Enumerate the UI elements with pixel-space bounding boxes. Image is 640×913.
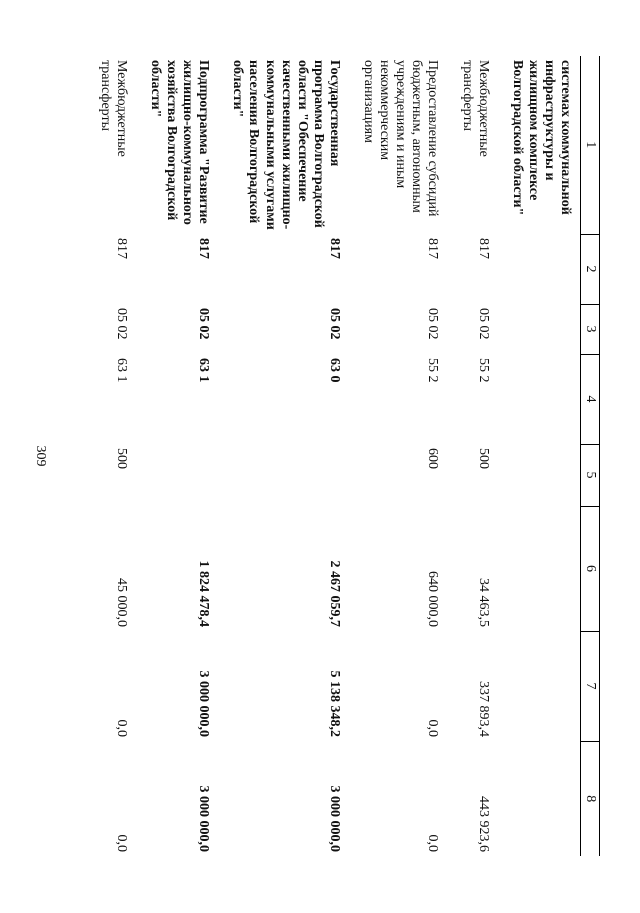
row-ministry-code: 817 xyxy=(113,238,129,259)
header-row xyxy=(581,56,600,856)
row-program-code: 63 1 xyxy=(113,358,129,383)
row-amount-col7: 0,0 xyxy=(425,719,441,737)
table-row xyxy=(89,56,139,856)
table-row xyxy=(352,56,450,856)
table-row xyxy=(221,56,352,856)
row-name: Межбюджетные трансферты xyxy=(97,60,129,157)
header-col-3: 3 xyxy=(581,304,600,354)
row-ministry-code: 817 xyxy=(475,238,491,259)
row-expense-type: 500 xyxy=(113,448,129,469)
row-amount-col6: 34 463,5 xyxy=(475,578,491,627)
row-name: Государственная программа Волгоградской области "Обеспечение качественными жилищно-коммунальными услугами населения Волгоградской области" xyxy=(230,60,342,230)
row-amount-col7: 337 893,4 xyxy=(475,681,491,737)
row-ministry-code: 817 xyxy=(326,238,342,259)
page-number: 309 xyxy=(33,445,48,467)
header-col-8: 8 xyxy=(581,741,600,856)
row-section-code: 05 02 xyxy=(196,308,212,340)
row-amount-col8: 0,0 xyxy=(113,834,129,852)
row-name: Предоставление субсидий бюджетным, автономным учреждениям и иным некоммерческим организациям xyxy=(361,60,441,217)
row-section-code: 05 02 xyxy=(113,308,129,340)
row-amount-col6: 640 000,0 xyxy=(425,571,441,627)
row-program-code: 63 0 xyxy=(326,358,342,383)
row-amount-col8: 3 000 000,0 xyxy=(326,785,342,852)
row-expense-type xyxy=(139,444,221,506)
row-amount-col7: 0,0 xyxy=(113,719,129,737)
header-col-5: 5 xyxy=(581,444,600,506)
row-expense-type xyxy=(501,444,581,506)
row-program-code xyxy=(501,354,581,444)
row-ministry-code: 817 xyxy=(196,238,212,259)
row-amount-col8: 443 923,6 xyxy=(475,796,491,852)
row-program-code: 55 2 xyxy=(475,358,491,383)
row-amount-col7 xyxy=(501,631,581,741)
row-name: системах коммунальной инфраструктуры и жилищном комплексе Волгоградской области" xyxy=(509,60,573,216)
row-amount-col6 xyxy=(501,506,581,631)
header-col-1: 1 xyxy=(581,56,600,234)
header-col-6: 6 xyxy=(581,506,600,631)
row-ministry-code: 817 xyxy=(425,238,441,259)
row-section-code xyxy=(501,304,581,354)
header-col-7: 7 xyxy=(581,631,600,741)
table-row xyxy=(139,56,221,856)
row-name: Межбюджетные трансферты xyxy=(459,60,491,157)
row-amount-col7: 3 000 000,0 xyxy=(196,670,212,737)
row-expense-type xyxy=(221,444,352,506)
row-amount-col8: 3 000 000,0 xyxy=(196,785,212,852)
row-section-code: 05 02 xyxy=(475,308,491,340)
row-ministry-code xyxy=(501,234,581,304)
row-amount-col8: 0,0 xyxy=(425,834,441,852)
row-amount-col6: 2 467 059,7 xyxy=(326,560,342,627)
row-amount-col6: 1 824 478,4 xyxy=(196,560,212,627)
row-section-code: 05 02 xyxy=(326,308,342,340)
table-row xyxy=(450,56,500,856)
header-col-2: 2 xyxy=(581,234,600,304)
row-program-code: 63 1 xyxy=(196,358,212,383)
row-amount-col7: 5 138 348,2 xyxy=(326,670,342,737)
header-col-4: 4 xyxy=(581,354,600,444)
table-row xyxy=(501,56,581,856)
row-program-code: 55 2 xyxy=(425,358,441,383)
row-expense-type: 500 xyxy=(475,448,491,469)
row-amount-col6: 45 000,0 xyxy=(113,578,129,627)
row-section-code: 05 02 xyxy=(425,308,441,340)
budget-table xyxy=(89,56,600,856)
row-expense-type: 600 xyxy=(425,448,441,469)
budget-table-rotated xyxy=(40,56,600,856)
row-amount-col8 xyxy=(501,741,581,856)
row-name: Подпрограмма "Развитие жилищно-коммунального хозяйства Волгоградской области" xyxy=(148,60,212,225)
